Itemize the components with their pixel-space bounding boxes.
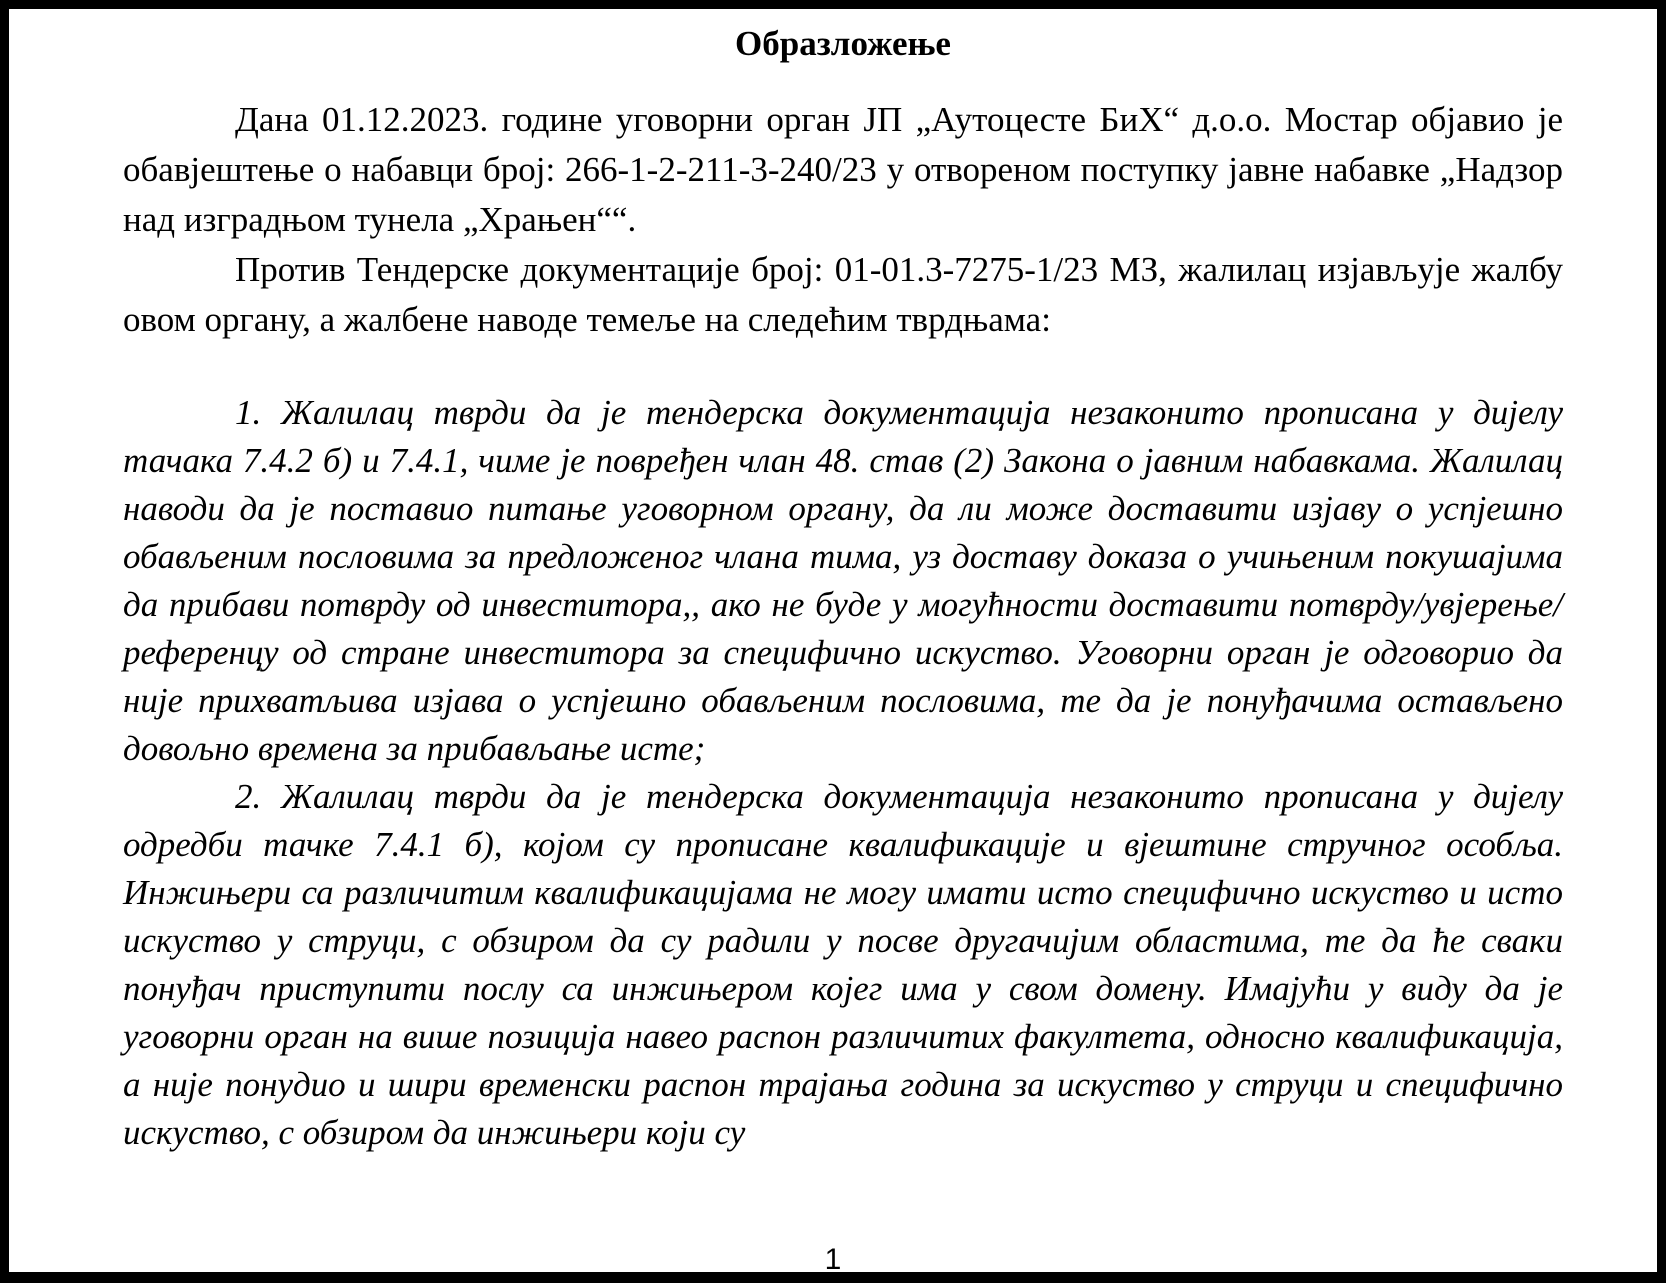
document-body [123, 21, 1563, 1157]
document-heading: Образложење [735, 24, 951, 63]
page-number: 1 [824, 1243, 842, 1276]
paragraph-complaint-intro: Против Тендерске документације број: 01-01.3-7275-1/23 МЗ, жалилац изјављује жалбу овом органу, а жалбене наводе темеље на следећим тврдњама: [123, 250, 1563, 339]
claim-2: 2. Жалилац тврди да је тендерска документација незаконито прописана у дијелу одредби тачке 7.4.1 б), којом су прописане квалификације и вјештине стручног особља. Инжињери са различитим квалификацијама не могу имати исто специфично искуство и исто искуство у струци, с обзиром да су радили у посве другачијим областима, те да ће сваки понуђач приступити послу са инжињером којег има у свом домену. Имајући у виду да је уговорни орган на више позиција навео распон различитих факултета, односно квалификација, а није понудио и шири временски распон трајања година за искуство у струци и специфично искуство, с обзиром да инжињери који су [123, 777, 1563, 1152]
paragraph-spacer [123, 345, 1563, 389]
claim-1: 1. Жалилац тврди да је тендерска документација незаконито прописана у дијелу тачака 7.4.2 б) и 7.4.1, чиме је повређен члан 48. став (2) Закона о јавним набавкама. Жалилац наводи да је поставио питање уговорном органу, да ли може доставити изјаву о успјешно обављеним пословима за предложеног члана тима, уз доставу доказа о учињеним покушајима да прибави потврду од инвеститора,, ако не буде у могућности доставити потврду/увјерење/референцу од стране инвеститора за специфично искуство. Уговорни орган је одговорио да није прихватљива изјава о успјешно обављеним пословима, те да је понуђачима остављено довољно времена за прибављање исте; [123, 393, 1563, 768]
paragraph-announcement: Дана 01.12.2023. године уговорни орган ЈП „Аутоцесте БиХ“ д.о.о. Мостар објавио је обавјештење о набавци број: 266-1-2-211-3-240/23 у отвореном поступку јавне набавке „Надзор над изградњом тунела „Храњен““. [123, 100, 1563, 239]
